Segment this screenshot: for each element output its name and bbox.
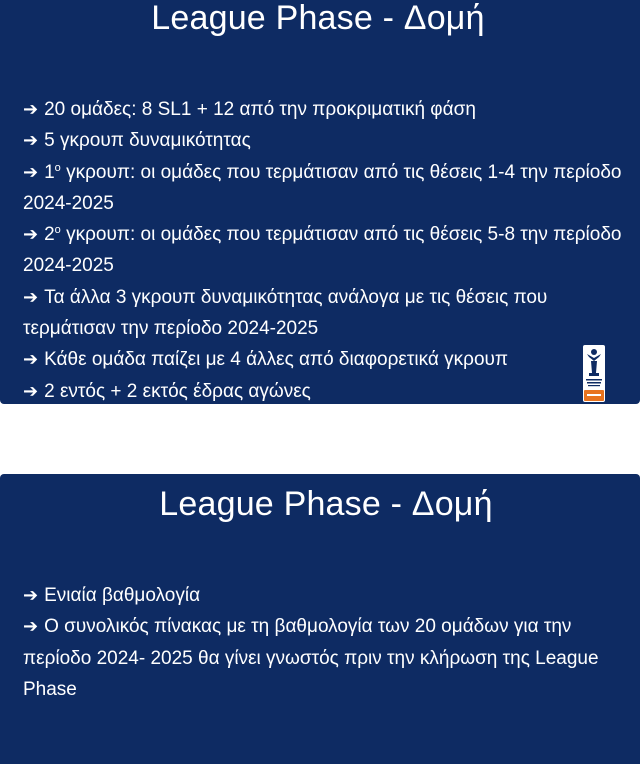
arrow-icon: ➔ <box>23 349 39 371</box>
bullet-text: 5 γκρουπ δυναμικότητας <box>44 130 251 152</box>
slide-2-title: League Phase - Δομή <box>159 485 493 523</box>
bullet-text: γκρουπ: οι ομάδες που τερμάτισαν από τις θέσεις 5-8 την περίοδο 2024-2025 <box>23 224 622 277</box>
ordinal-superscript: ο <box>54 224 61 237</box>
bullet-item <box>23 125 626 156</box>
arrow-icon: ➔ <box>23 130 39 152</box>
arrow-icon: ➔ <box>23 224 39 246</box>
bullet-item <box>23 157 626 220</box>
bullet-number: 1 <box>44 161 55 183</box>
bullet-text: γκρουπ: οι ομάδες που τερμάτισαν από τις θέσεις 1-4 την περίοδο 2024-2025 <box>23 161 622 214</box>
bullet-text: Κάθε ομάδα παίζει με 4 άλλες από διαφορετικά γκρουπ <box>44 349 509 371</box>
bullet-item <box>23 219 626 282</box>
arrow-icon: ➔ <box>23 585 39 606</box>
arrow-icon: ➔ <box>23 616 39 638</box>
bullet-text: Ενιαία βαθμολογία <box>44 585 201 606</box>
arrow-icon: ➔ <box>23 286 39 308</box>
bullet-item <box>23 94 626 125</box>
slide-2 <box>0 474 640 764</box>
ordinal-superscript: ο <box>54 161 61 174</box>
bullet-item <box>23 282 626 345</box>
bullet-text: 20 ομάδες: 8 SL1 + 12 από την προκριματική φάση <box>44 99 476 120</box>
slide-1-bullet-list <box>23 94 626 404</box>
bullet-item <box>23 344 626 375</box>
slide-1-title: League Phase - Δομή <box>151 0 485 37</box>
bullet-item <box>23 376 626 404</box>
arrow-icon: ➔ <box>23 380 39 402</box>
bullet-text: Τα άλλα 3 γκρουπ δυναμικότητας ανάλογα με τις θέσεις που τερμάτισαν την περίοδο 2024-2025 <box>23 286 548 340</box>
bullet-item <box>23 580 626 611</box>
slide-2-bullet-list <box>23 580 626 705</box>
arrow-icon: ➔ <box>23 99 39 120</box>
bullet-text: 2 εντός + 2 εκτός έδρας αγώνες <box>44 380 311 402</box>
bullet-number: 2 <box>44 224 55 246</box>
bullet-text: Ο συνολικός πίνακας με τη βαθμολογία των 20 ομάδων για την περίοδο 2024- 2025 θα γίνει γνωστός πριν την κλήρωση της League Phase <box>23 616 599 700</box>
arrow-icon: ➔ <box>23 161 39 183</box>
bullet-item <box>23 611 626 705</box>
cup-trophy-logo-icon <box>583 345 605 402</box>
